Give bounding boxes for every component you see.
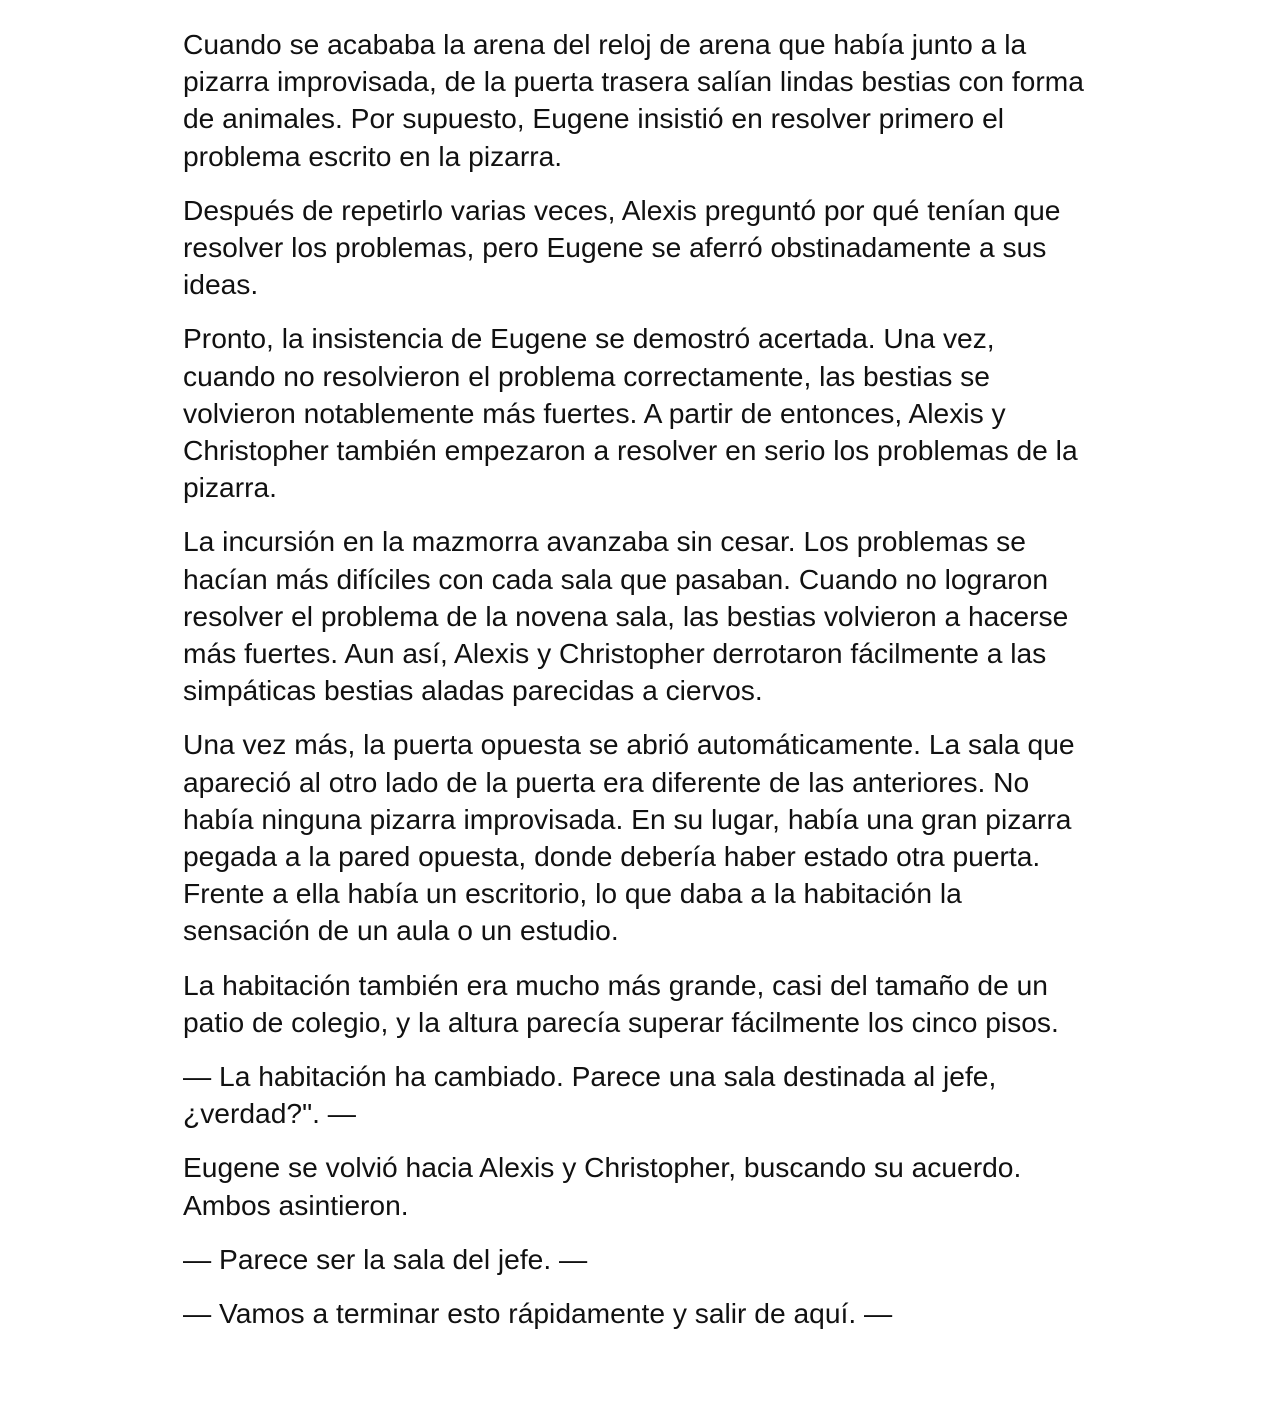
paragraph-3: Pronto, la insistencia de Eugene se demostró acertada. Una vez, cuando no resolvieron el problema correctamente, las bestias se volvieron notablemente más fuertes. A partir de entonces, Alexis y Christopher también empezaron a resolver en serio los problemas de la pizarra. xyxy=(183,322,1078,504)
dialogue-line-1: — La habitación ha cambiado. Parece una sala destinada al jefe, ¿verdad?". — xyxy=(183,1060,997,1130)
dialogue-line-3: — Vamos a terminar esto rápidamente y salir de aquí. — xyxy=(183,1297,893,1330)
paragraph-1: Cuando se acababa la arena del reloj de arena que había junto a la pizarra improvisada, de la puerta trasera salían lindas bestias con forma de animales. Por supuesto, Eugene insistió en resolver primero el problema escrito en la pizarra. xyxy=(183,28,1084,172)
paragraph-2: Después de repetirlo varias veces, Alexis preguntó por qué tenían que resolver los problemas, pero Eugene se aferró obstinadamente a sus ideas. xyxy=(183,193,1061,301)
paragraph-6: La habitación también era mucho más grande, casi del tamaño de un patio de colegio, y la altura parecía superar fácilmente los cinco pisos. xyxy=(183,968,1059,1038)
dialogue-line-2: — Parece ser la sala del jefe. — xyxy=(183,1242,588,1275)
paragraph-5: Una vez más, la puerta opuesta se abrió automáticamente. La sala que apareció al otro lado de la puerta era diferente de las anteriores. No había ninguna pizarra improvisada. En su lugar, había una gran pizarra pegada a la pared opuesta, donde debería haber estado otra puerta. Frente a ella había un escritorio, lo que daba a la habitación la sensación de un aula o un estudio. xyxy=(183,728,1075,947)
paragraph-4: La incursión en la mazmorra avanzaba sin cesar. Los problemas se hacían más difíciles con cada sala que pasaban. Cuando no lograron resolver el problema de la novena sala, las bestias volvieron a hacerse más fuertes. Aun así, Alexis y Christopher derrotaron fácilmente a las simpáticas bestias aladas parecidas a ciervos. xyxy=(183,525,1069,707)
document-page xyxy=(183,26,1093,1349)
paragraph-7: Eugene se volvió hacia Alexis y Christopher, buscando su acuerdo. Ambos asintieron. xyxy=(183,1151,1022,1221)
